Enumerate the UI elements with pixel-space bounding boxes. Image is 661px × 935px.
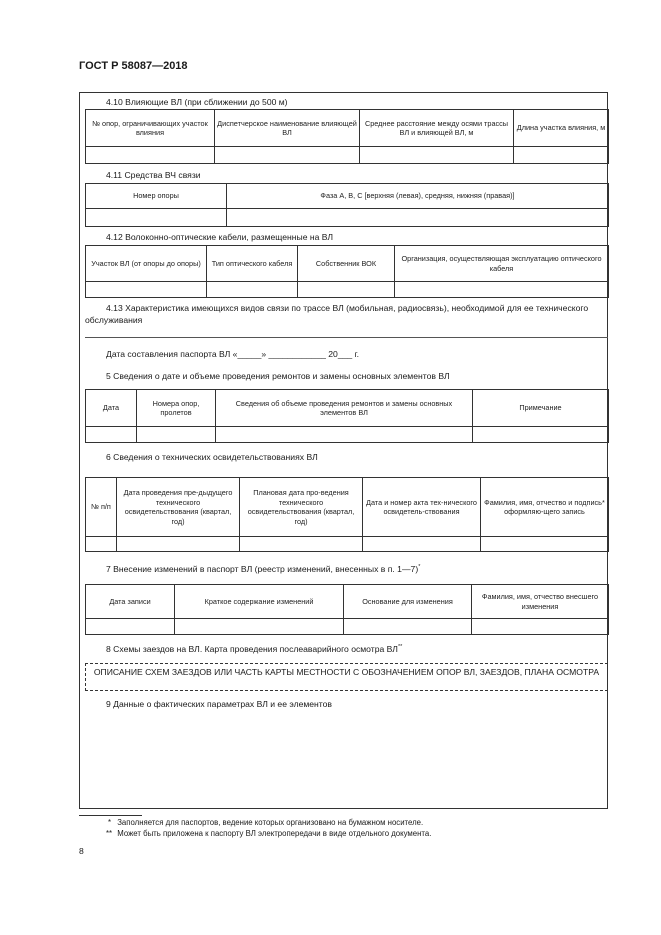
section-7-title-text: 7 Внесение изменений в паспорт ВЛ (реестр изменений, внесенных в п. 1—7) xyxy=(106,564,419,574)
column-header: Фаза А, В, С [верхняя (левая), средняя, нижняя (правая)] xyxy=(227,184,609,209)
table-cell[interactable] xyxy=(363,537,481,552)
footnote-1 xyxy=(108,818,423,828)
column-header: Фамилия, имя, отчество внесшего изменения xyxy=(472,585,609,619)
influencing-lines-table xyxy=(85,109,609,164)
section-4-13-text: 4.13 Характеристика имеющихся видов связи по трассе ВЛ (мобильная, радиосвязь), необходимой для ее технического обслуживания xyxy=(85,303,589,325)
table-header-row xyxy=(86,110,609,147)
footnote-2 xyxy=(106,829,431,839)
section-6-title: 6 Сведения о технических освидетельствованиях ВЛ xyxy=(106,452,318,462)
column-header: Длина участка влияния, м xyxy=(514,110,609,147)
column-header: Дата xyxy=(86,390,137,427)
table-cell[interactable] xyxy=(481,537,609,552)
table-cell[interactable] xyxy=(207,282,298,298)
table-row xyxy=(86,282,609,298)
page-number: 8 xyxy=(79,846,84,856)
column-header: Собственник ВОК xyxy=(298,246,395,282)
hf-communication-table xyxy=(85,183,609,227)
footnote-mark: * xyxy=(418,564,421,571)
table-row xyxy=(86,619,609,635)
passport-date-line: Дата составления паспорта ВЛ «_____» ____________ 20___ г. xyxy=(106,349,360,359)
column-header: Номера опор, пролетов xyxy=(137,390,216,427)
table-row xyxy=(86,147,609,164)
column-header: № п/п xyxy=(86,478,117,537)
section-4-10-title: 4.10 Влияющие ВЛ (при сближении до 500 м) xyxy=(106,97,288,107)
table-cell[interactable] xyxy=(86,427,137,443)
column-header: Диспетчерское наименование влияющей ВЛ xyxy=(215,110,360,147)
footnote-text: Может быть приложена к паспорту ВЛ электропередачи в виде отдельного документа. xyxy=(117,829,432,838)
section-4-11-title: 4.11 Средства ВЧ связи xyxy=(106,170,201,180)
table-header-row xyxy=(86,390,609,427)
table-row xyxy=(86,537,609,552)
table-cell[interactable] xyxy=(117,537,240,552)
repairs-table xyxy=(85,389,609,443)
table-cell[interactable] xyxy=(86,537,117,552)
table-header-row xyxy=(86,246,609,282)
section-7-title xyxy=(106,564,420,574)
table-row xyxy=(86,427,609,443)
table-cell[interactable] xyxy=(215,147,360,164)
table-row xyxy=(86,209,609,227)
table-cell[interactable] xyxy=(472,619,609,635)
section-4-12-title: 4.12 Волоконно-оптические кабели, размещенные на ВЛ xyxy=(106,232,334,242)
table-cell[interactable] xyxy=(86,147,215,164)
table-cell[interactable] xyxy=(298,282,395,298)
table-cell[interactable] xyxy=(86,282,207,298)
table-cell[interactable] xyxy=(86,619,175,635)
column-header: Дата записи xyxy=(86,585,175,619)
column-header: Плановая дата про-ведения технического освидетельствования (квартал, год) xyxy=(240,478,363,537)
column-header: Основание для изменения xyxy=(344,585,472,619)
column-header: Краткое содержание изменений xyxy=(175,585,344,619)
column-header: Среднее расстояние между осями трассы ВЛ и влияющей ВЛ, м xyxy=(360,110,514,147)
column-header: Организация, осуществляющая эксплуатацию оптического кабеля xyxy=(395,246,609,282)
table-cell[interactable] xyxy=(360,147,514,164)
column-header: Дата и номер акта тех-нического освидетель-ствования xyxy=(363,478,481,537)
column-header: Тип оптического кабеля xyxy=(207,246,298,282)
footnote-mark: ** xyxy=(106,829,113,838)
table-cell[interactable] xyxy=(514,147,609,164)
column-header: № опор, ограничивающих участок влияния xyxy=(86,110,215,147)
table-cell[interactable] xyxy=(216,427,473,443)
fiber-optic-cables-table xyxy=(85,245,609,298)
table-cell[interactable] xyxy=(86,209,227,227)
table-header-row xyxy=(86,184,609,209)
table-cell[interactable] xyxy=(395,282,609,298)
footnote-text: Заполняется для паспортов, ведение которых организовано на бумажном носителе. xyxy=(117,818,424,827)
section-5-title: 5 Сведения о дате и объеме проведения ремонтов и замены основных элементов ВЛ xyxy=(106,371,450,381)
section-8-title xyxy=(106,644,402,654)
footnote-separator xyxy=(79,815,142,816)
column-header: Фамилия, имя, отчество и подпись* оформляю-щего запись xyxy=(481,478,609,537)
column-header: Примечание xyxy=(473,390,609,427)
fill-line xyxy=(85,337,608,338)
footnote-mark: * xyxy=(108,818,112,827)
section-9-title: 9 Данные о фактических параметрах ВЛ и ее элементов xyxy=(106,699,332,709)
column-header: Сведения об объеме проведения ремонтов и замены основных элементов ВЛ xyxy=(216,390,473,427)
table-cell[interactable] xyxy=(175,619,344,635)
column-header: Номер опоры xyxy=(86,184,227,209)
table-cell[interactable] xyxy=(240,537,363,552)
table-cell[interactable] xyxy=(137,427,216,443)
footnote-mark: ** xyxy=(397,644,403,651)
table-cell[interactable] xyxy=(473,427,609,443)
table-cell[interactable] xyxy=(227,209,609,227)
section-8-title-text: 8 Схемы заездов на ВЛ. Карта проведения послеаварийного осмотра ВЛ xyxy=(106,644,398,654)
column-header: Дата проведения пре-дыдущего технического освидетельствования (квартал, год) xyxy=(117,478,240,537)
table-header-row xyxy=(86,478,609,537)
changes-registry-table xyxy=(85,584,609,635)
document-code: ГОСТ Р 58087—2018 xyxy=(79,60,188,72)
route-scheme-placeholder: ОПИСАНИЕ СХЕМ ЗАЕЗДОВ ИЛИ ЧАСТЬ КАРТЫ МЕСТНОСТИ С ОБОЗНАЧЕНИЕМ ОПОР ВЛ, ЗАЕЗДОВ, ПЛАНА ОСМОТРА xyxy=(85,663,608,691)
technical-inspections-table xyxy=(85,477,609,552)
table-cell[interactable] xyxy=(344,619,472,635)
table-header-row xyxy=(86,585,609,619)
column-header: Участок ВЛ (от опоры до опоры) xyxy=(86,246,207,282)
